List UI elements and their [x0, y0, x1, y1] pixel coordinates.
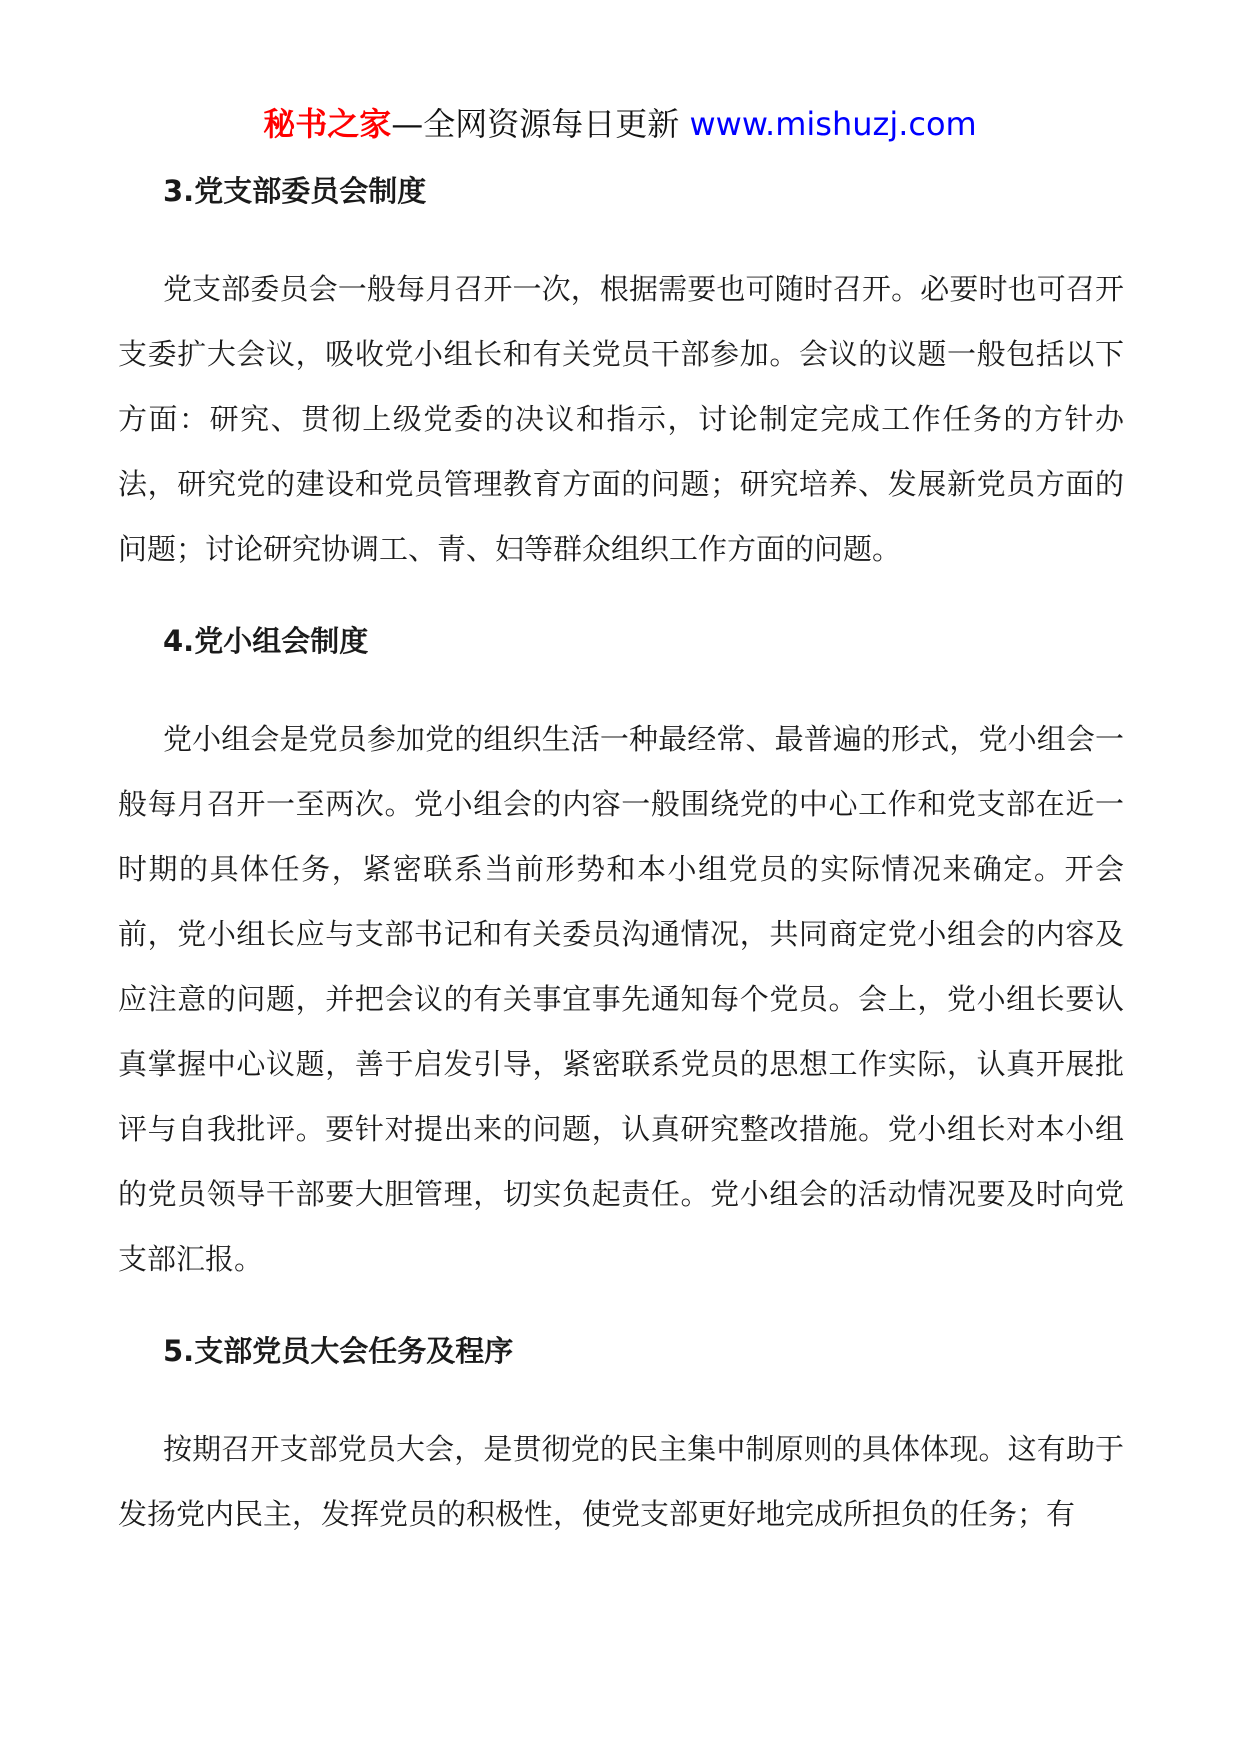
section-paragraph-4: 党小组会是党员参加党的组织生活一种最经常、最普遍的形式，党小组会一般每月召开一至两次。党小组会的内容一般围绕党的中心工作和党支部在近一时期的具体任务，紧密联系当前形势和本小组党员的实际情况来确定。开会前，党小组长应与支部书记和有关委员沟通情况，共同商定党小组会的内容及应注意的问题，并把会议的有关事宜事先通知每个党员。会上，党小组长要认真掌握中心议题，善于启发引导，紧密联系党员的思想工作实际，认真开展批评与自我批评。要针对提出来的问题，认真研究整改措施。党小组长对本小组的党员领导干部要大胆管理，切实负起责任。党小组会的活动情况要及时向党支部汇报。: [118, 722, 1124, 1276]
section-heading-5: 5.支部党员大会任务及程序: [163, 1334, 514, 1368]
section-paragraph-5: 按期召开支部党员大会，是贯彻党的民主集中制原则的具体体现。这有助于发扬党内民主，发挥党员的积极性，使党支部更好地完成所担负的任务；有: [118, 1432, 1124, 1531]
section-heading-3: 3.党支部委员会制度: [163, 174, 427, 208]
page-header: [0, 98, 1240, 150]
brand-name: 秘书之家: [263, 105, 392, 143]
section-paragraph-3: 党支部委员会一般每月召开一次，根据需要也可随时召开。必要时也可召开支委扩大会议，吸收党小组长和有关党员干部参加。会议的议题一般包括以下方面：研究、贯彻上级党委的决议和指示，讨论制定完成工作任务的方针办法，研究党的建设和党员管理教育方面的问题；研究培养、发展新党员方面的问题；讨论研究协调工、青、妇等群众组织工作方面的问题。: [118, 272, 1124, 566]
document-body: [118, 165, 1124, 1547]
header-tagline: —全网资源每日更新: [391, 105, 690, 143]
section-heading-4: 4.党小组会制度: [163, 624, 369, 658]
site-link[interactable]: www.mishuzj.com: [689, 105, 977, 143]
